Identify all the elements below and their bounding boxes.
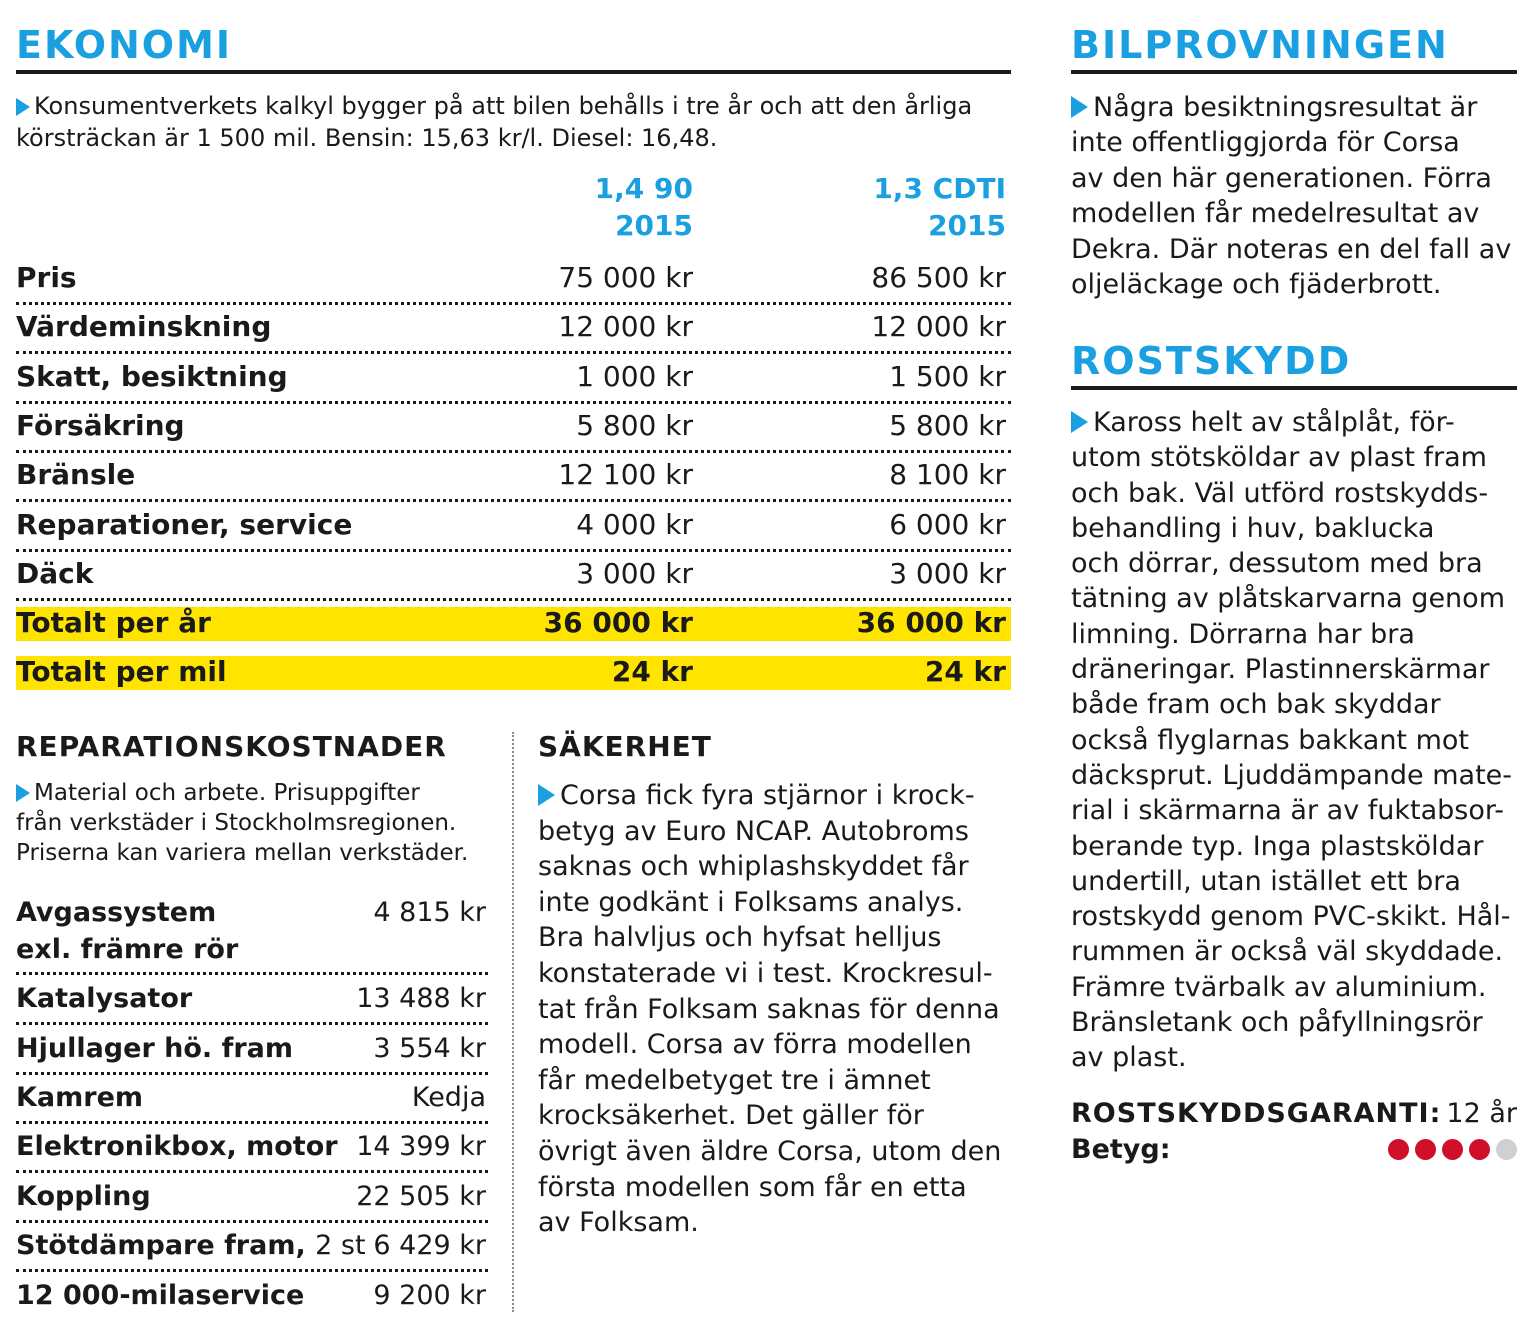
cost-value: 86 500 kr (871, 261, 1006, 294)
repair-row (16, 1126, 488, 1173)
repair-label: Hjullager hö. fram (16, 1033, 294, 1064)
text-line: Bra halvljus och hyfsat helljus (538, 922, 942, 954)
repair-row (16, 1225, 488, 1272)
reparation-intro (16, 778, 496, 868)
repair-label: Avgassystem exl. främre rör (16, 897, 239, 965)
rating-label: Betyg: (1071, 1134, 1171, 1165)
total-value: 24 kr (611, 655, 693, 688)
cost-value: 5 800 kr (576, 409, 693, 442)
cost-value: 1 000 kr (576, 360, 693, 393)
text-line: Priserna kan variera mellan verkstäder. (16, 840, 469, 866)
rating-dot-filled (1469, 1139, 1490, 1160)
cost-row (16, 453, 1011, 502)
text-line: Bränsletank och påfyllningsrör (1071, 1007, 1483, 1039)
text-line: får medelbetyget tre i ämnet (538, 1064, 931, 1096)
bullet-triangle-icon (1071, 96, 1088, 118)
guarantee-value: 12 år (1446, 1098, 1517, 1129)
rating-dot-filled (1388, 1139, 1409, 1160)
text-line: Främre tvärbalk av aluminium. (1071, 971, 1487, 1003)
text-line: limning. Dörrarna har bra (1071, 618, 1415, 650)
rating-dot-filled (1442, 1139, 1463, 1160)
text-line: både fram och bak skyddar (1071, 689, 1441, 721)
cost-row (16, 404, 1011, 453)
text-line: modell. Corsa av förra modellen (538, 1029, 972, 1061)
cost-label: Skatt, besiktning (16, 360, 288, 393)
repair-value: 4 815 kr (373, 897, 486, 928)
text-line: behandling i huv, baklucka (1071, 512, 1435, 544)
text-line: tat från Folksam saknas för denna (538, 993, 1000, 1025)
text-line: och dörrar, dessutom med bra (1071, 548, 1483, 580)
text-line: rial i skärmarna är av fuktabsor- (1071, 795, 1504, 827)
cost-label: Däck (16, 557, 94, 590)
cost-value: 12 000 kr (558, 310, 693, 343)
repair-row (16, 1077, 488, 1124)
bilprovningen-heading: BILPROVNINGEN (1071, 23, 1449, 67)
column-head-2 (790, 170, 1006, 244)
cost-label: Reparationer, service (16, 508, 353, 541)
text-line: berande typ. Inga plastsköldar (1071, 830, 1484, 862)
text-line: däcksprut. Ljuddämpande mate- (1071, 759, 1513, 791)
text-line: saknas och whiplashskyddet får (538, 851, 969, 883)
column-model: 1,4 90 (594, 172, 693, 205)
repair-value: 13 488 kr (356, 983, 486, 1014)
sakerhet-text (538, 778, 1008, 1241)
reparation-heading: REPARATIONSKOSTNADER (16, 730, 447, 763)
repair-label: 12 000-milaservice (16, 1280, 305, 1311)
cost-label: Värdeminskning (16, 310, 272, 343)
repair-label: Kamrem (16, 1082, 144, 1113)
rating-dot-empty (1496, 1139, 1517, 1160)
repair-label: Stötdämpare fram, 2 st (16, 1230, 366, 1261)
column-year: 2015 (928, 209, 1006, 242)
repair-row (16, 1028, 488, 1075)
cost-value: 12 100 kr (558, 458, 693, 491)
total-row (16, 607, 1011, 641)
repair-label: Katalysator (16, 983, 193, 1014)
cost-row (16, 503, 1011, 552)
total-row (16, 656, 1011, 690)
sakerhet-heading: SÄKERHET (538, 730, 712, 763)
text-line: Dekra. Där noteras en del fall av (1071, 233, 1512, 265)
text-line: av plast. (1071, 1042, 1187, 1074)
total-value: 36 000 kr (856, 606, 1006, 639)
cost-label: Bränsle (16, 458, 136, 491)
bullet-triangle-icon (1071, 411, 1088, 433)
cost-value: 6 000 kr (889, 508, 1006, 541)
text-line: första modellen som får en etta (538, 1171, 967, 1203)
repair-value: 9 200 kr (373, 1280, 486, 1311)
cost-value: 3 000 kr (889, 557, 1006, 590)
ekonomi-intro (16, 90, 1011, 154)
text-line: inte offentliggjorda för Corsa (1071, 127, 1460, 159)
column-head-1 (480, 170, 693, 244)
text-line: och bak. Väl utförd rostskydds- (1071, 477, 1489, 509)
text-line: oljeläckage och fjäderbrott. (1071, 269, 1442, 301)
repair-value: Kedja (411, 1082, 486, 1113)
total-value: 24 kr (924, 655, 1006, 688)
rostskydd-text (1071, 405, 1526, 1076)
repair-row (16, 1176, 488, 1223)
text-line: undertill, utan istället ett bra (1071, 865, 1461, 897)
rostskydd-rule (1071, 386, 1517, 390)
rating-dots (1382, 1134, 1517, 1170)
bilprovningen-rule (1071, 70, 1517, 74)
total-label: Totalt per mil (16, 655, 227, 688)
ekonomi-heading: EKONOMI (16, 23, 233, 67)
repair-label: Koppling (16, 1181, 151, 1212)
repair-quantity: 2 st (315, 1230, 366, 1261)
cost-row (16, 552, 1011, 601)
text-line: utom stötsköldar av plast fram (1071, 442, 1487, 474)
text-line: övrigt även äldre Corsa, utom den (538, 1135, 1002, 1167)
text-line: betyg av Euro NCAP. Autobroms (538, 815, 969, 847)
ekonomi-intro-text: Konsumentverkets kalkyl bygger på att bilen behålls i tre år och att den årliga körsträckan är 1 500 mil. Bensin: 15,63 kr/l. Diesel: 16,48. (16, 92, 973, 152)
column-model: 1,3 CDTI (873, 172, 1006, 205)
repair-row (16, 1275, 488, 1315)
rostskydd-rating (1071, 1132, 1517, 1168)
cost-value: 4 000 kr (576, 508, 693, 541)
rating-dot-filled (1415, 1139, 1436, 1160)
text-line: från verkstäder i Stockholmsregionen. (16, 810, 457, 836)
text-line: också flyglarnas bakkant mot (1071, 724, 1470, 756)
text-line: Några besiktningsresultat är (1071, 90, 1521, 125)
total-label: Totalt per år (16, 606, 211, 639)
text-line: modellen får medelresultat av (1071, 198, 1480, 230)
cost-row (16, 305, 1011, 354)
text-line: Material och arbete. Prisuppgifter (16, 778, 496, 808)
text-line: av den här generationen. Förra (1071, 162, 1492, 194)
bullet-triangle-icon (16, 784, 30, 802)
ekonomi-rule (16, 70, 1011, 74)
column-year: 2015 (615, 209, 693, 242)
text-line: av Folksam. (538, 1207, 699, 1239)
repair-row (16, 978, 488, 1025)
text-line: krocksäkerhet. Det gäller för (538, 1100, 924, 1132)
bullet-triangle-icon (16, 98, 30, 116)
repair-label: Elektronikbox, motor (16, 1131, 338, 1162)
repair-value: 22 505 kr (356, 1181, 486, 1212)
text-line: rummen är också väl skyddade. (1071, 936, 1504, 968)
cost-label: Försäkring (16, 409, 185, 442)
cost-row (16, 256, 1011, 305)
repair-value: 6 429 kr (373, 1230, 486, 1261)
guarantee-label: ROSTSKYDDSGARANTI: (1071, 1098, 1442, 1129)
repair-value: 14 399 kr (356, 1131, 486, 1162)
bullet-triangle-icon (538, 784, 555, 806)
cost-value: 1 500 kr (889, 360, 1006, 393)
cost-value: 75 000 kr (558, 261, 693, 294)
rostskydd-guarantee (1071, 1096, 1517, 1132)
cost-label: Pris (16, 261, 77, 294)
cost-value: 5 800 kr (889, 409, 1006, 442)
cost-row (16, 355, 1011, 404)
cost-value: 3 000 kr (576, 557, 693, 590)
cost-value: 8 100 kr (889, 458, 1006, 491)
repair-row (16, 892, 488, 975)
cost-value: 12 000 kr (871, 310, 1006, 343)
column-divider (512, 732, 514, 1312)
text-line: tätning av plåtskarvarna genom (1071, 583, 1505, 615)
total-value: 36 000 kr (543, 606, 693, 639)
text-line: Kaross helt av stålplåt, för- (1071, 405, 1526, 440)
text-line: rostskydd genom PVC-skikt. Hål- (1071, 901, 1511, 933)
rostskydd-heading: ROSTSKYDD (1071, 339, 1352, 383)
text-line: konstaterade vi i test. Krockresul- (538, 957, 993, 989)
text-line: dräneringar. Plastinnerskärmar (1071, 654, 1490, 686)
repair-value: 3 554 kr (373, 1033, 486, 1064)
text-line: Corsa fick fyra stjärnor i krock- (538, 778, 1008, 814)
text-line: inte godkänt i Folksams analys. (538, 886, 964, 918)
bilprovningen-text (1071, 90, 1521, 302)
